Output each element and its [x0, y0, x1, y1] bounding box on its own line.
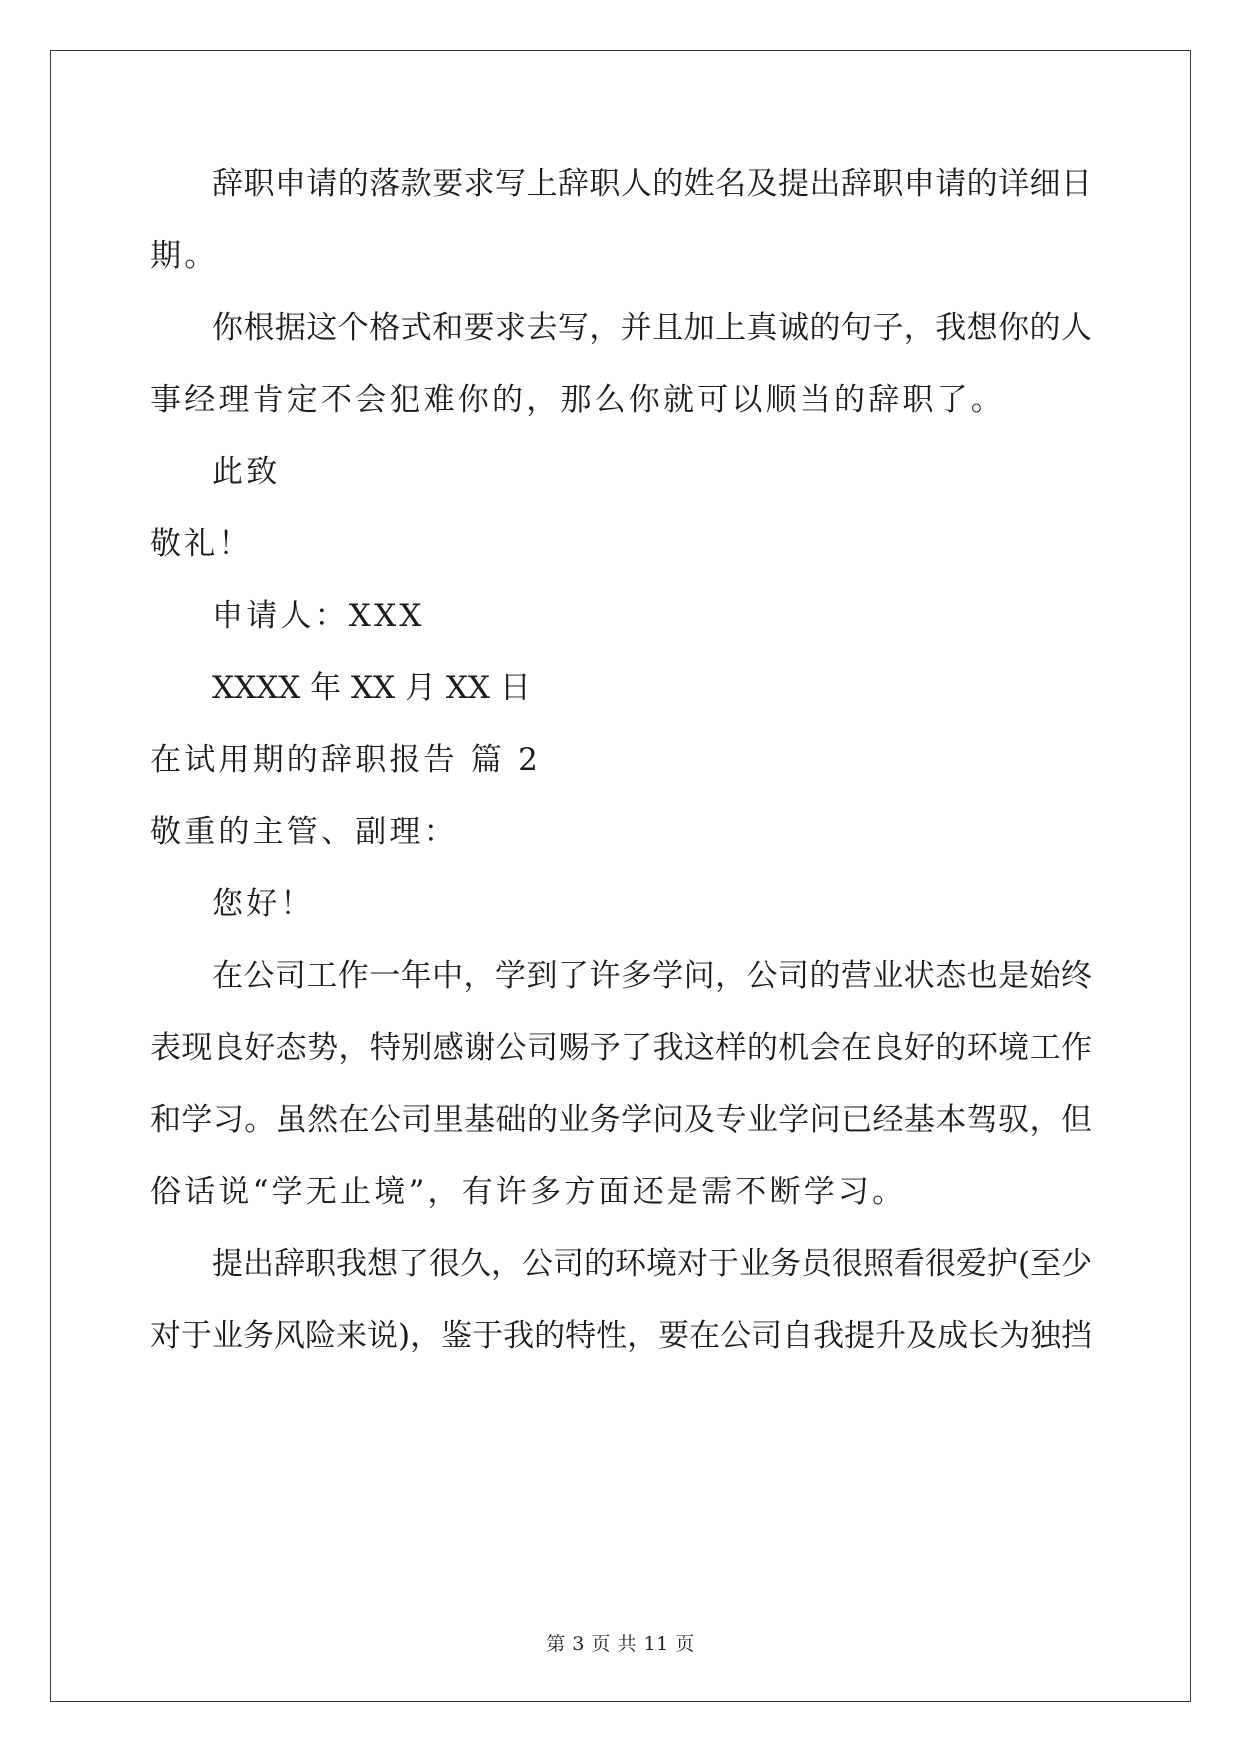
paragraph-line: 提出辞职我想了很久，公司的环境对于业务员很照看很爱护(至少	[212, 1246, 1093, 1282]
page-number: 第 3 页 共 11 页	[546, 1633, 695, 1655]
paragraph-line: 事经理肯定不会犯难你的，那么你就可以顺当的辞职了。	[150, 382, 1005, 418]
paragraph-line: 和学习。虽然在公司里基础的业务学问及专业学问已经基本驾驭，但	[150, 1102, 1092, 1138]
paragraph-line: 期。	[150, 238, 219, 274]
greeting-hello: 您好！	[212, 886, 315, 922]
closing-regards: 敬礼！	[150, 526, 253, 562]
paragraph-line: 俗话说“学无止境”，有许多方面还是需不断学习。	[150, 1174, 907, 1210]
page-border	[50, 50, 1191, 1702]
paragraph-line: 在公司工作一年中，学到了许多学问，公司的营业状态也是始终	[212, 958, 1092, 994]
applicant-name: 申请人：XXX	[212, 598, 425, 634]
paragraph-line: 辞职申请的落款要求写上辞职人的姓名及提出辞职申请的详细日	[212, 166, 1092, 202]
greeting-recipient: 敬重的主管、副理：	[150, 814, 458, 850]
paragraph-line: 你根据这个格式和要求去写，并且加上真诚的句子，我想你的人	[212, 310, 1092, 346]
signature-date: XXXX 年 XX 月 XX 日	[212, 670, 531, 706]
closing-salutation: 此致	[212, 454, 281, 490]
paragraph-line: 表现良好态势，特别感谢公司赐予了我这样的机会在良好的环境工作	[150, 1030, 1092, 1066]
paragraph-line: 对于业务风险来说)，鉴于我的特性，要在公司自我提升及成长为独挡	[150, 1318, 1093, 1354]
section-title: 在试用期的辞职报告 篇 2	[150, 742, 542, 778]
